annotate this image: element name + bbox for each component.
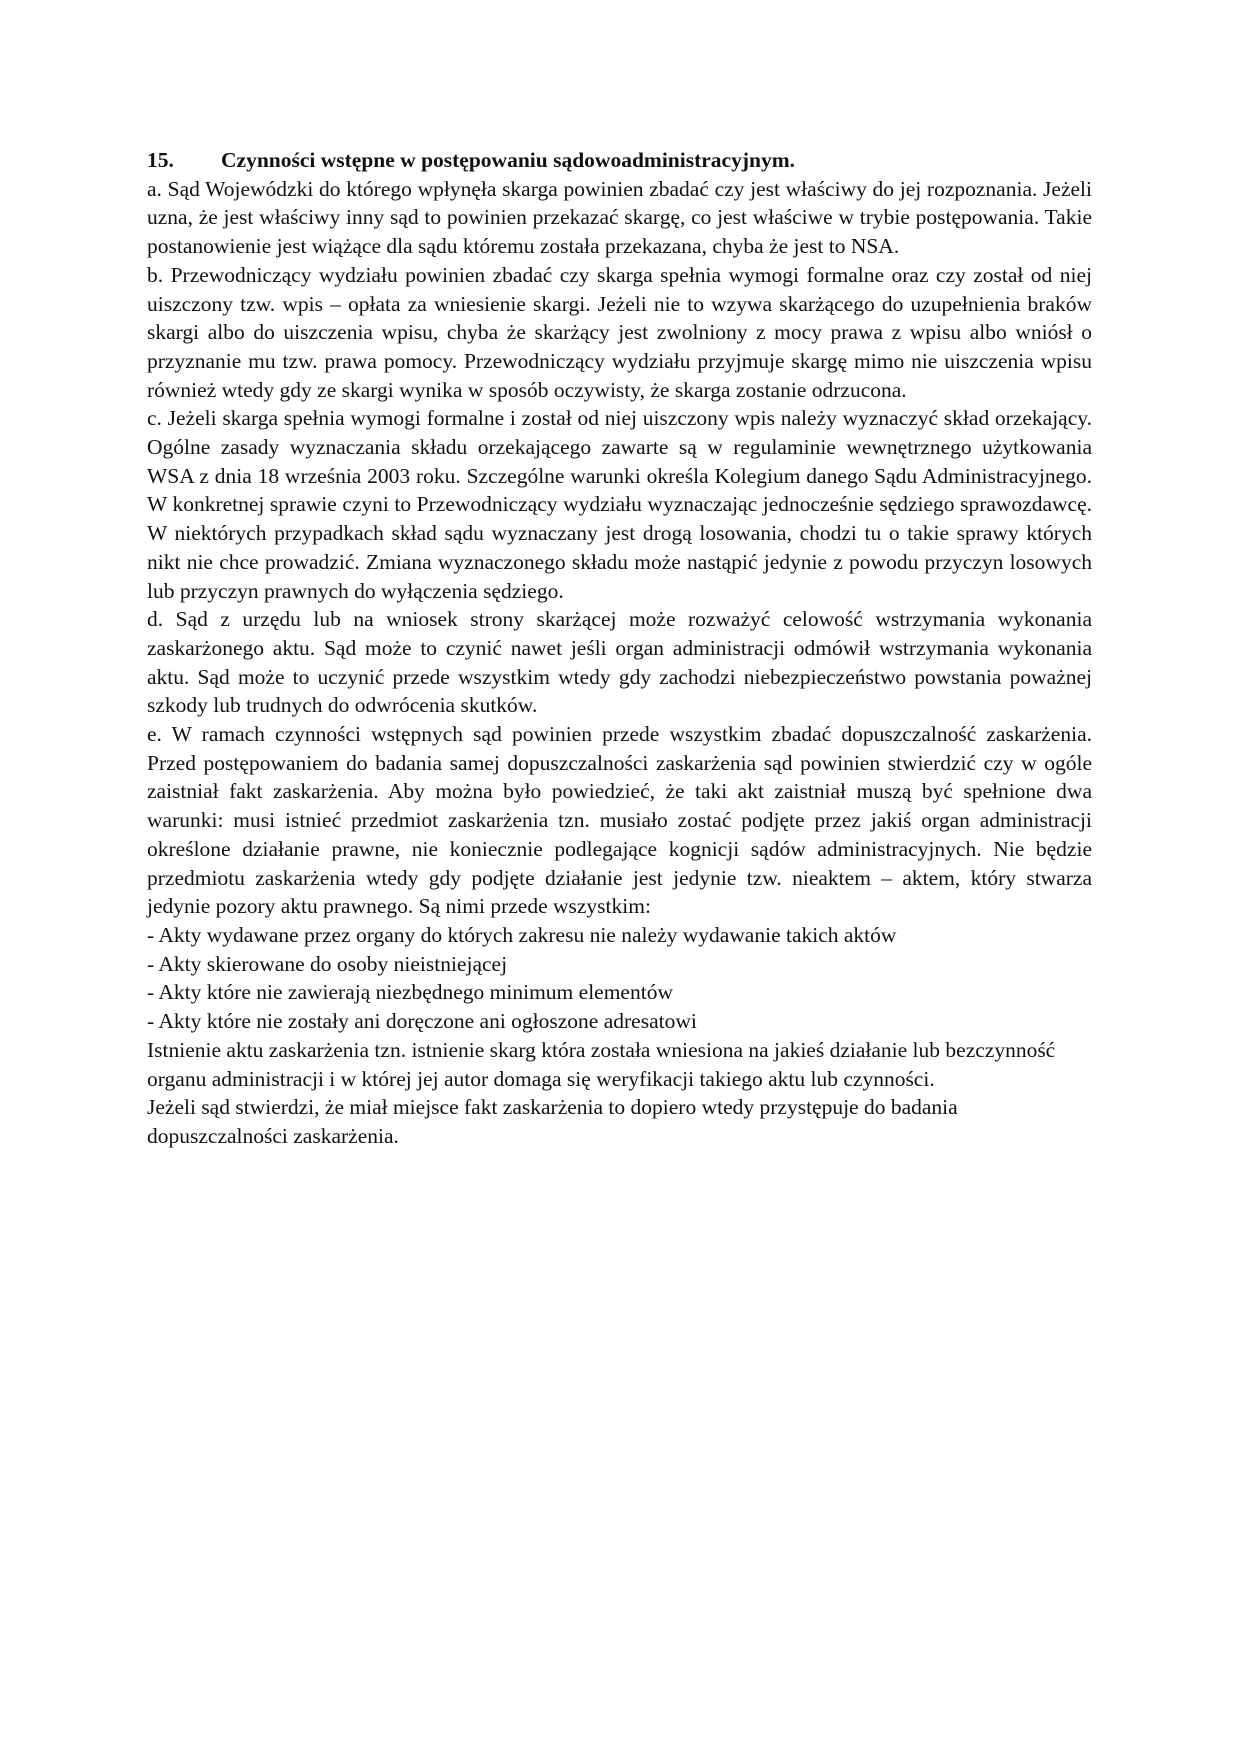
list-item: - Akty wydawane przez organy do których zakresu nie należy wydawanie takich aktów [147, 922, 897, 947]
list-item: - Akty które nie zawierają niezbędnego minimum elementów [147, 980, 673, 1005]
paragraph-c: c. Jeżeli skarga spełnia wymogi formalne i został od niej uiszczony wpis należy wyznaczyć skład orzekający. Ogólne zasady wyznaczania składu orzekającego zawarte są w regulaminie wewnętrznego użytkowania WSA z dnia 18 września 2003 roku. Szczególne warunki określa Kolegium danego Sądu Administracyjnego. W konkretnej sprawie czyni to Przewodniczący wydziału wyznaczając jednocześnie sędziego sprawozdawcę. W niektórych przypadkach skład sądu wyznaczany jest drogą losowania, chodzi tu o takie sprawy których nikt nie chce prowadzić. Zmiana wyznaczonego składu może nastąpić jedynie z powodu przyczyn losowych lub przyczyn prawnych do wyłączenia sędziego. [147, 406, 1092, 603]
section-heading [147, 146, 1092, 175]
section-title: Czynności wstępne w postępowaniu sądowoadministracyjnym. [221, 148, 795, 172]
paragraph-d: d. Sąd z urzędu lub na wniosek strony skarżącej może rozważyć celowość wstrzymania wykonania zaskarżonego aktu. Sąd może to czynić nawet jeśli organ administracji odmówił wstrzymania wykonania aktu. Sąd może to uczynić przede wszystkim wtedy gdy zachodzi niebezpieczeństwo powstania poważnej szkody lub trudnych do odwrócenia skutków. [147, 607, 1092, 718]
closing-paragraph-1: Istnienie aktu zaskarżenia tzn. istnienie skarg która została wniesiona na jakieś działanie lub bezczynność organu administracji i w której jej autor domaga się weryfikacji takiego aktu lub czynności. [147, 1037, 1056, 1091]
list-item: - Akty które nie zostały ani doręczone ani ogłoszone adresatowi [147, 1009, 697, 1034]
closing-paragraph-2: Jeżeli sąd stwierdzi, że miał miejsce fakt zaskarżenia to dopiero wtedy przystępuje do badania dopuszczalności zaskarżenia. [147, 1095, 958, 1148]
paragraph-e: e. W ramach czynności wstępnych sąd powinien przede wszystkim zbadać dopuszczalność zaskarżenia. Przed postępowaniem do badania samej dopuszczalności zaskarżenia sąd powinien stwierdzić czy w ogóle zaistniał fakt zaskarżenia. Aby można było powiedzieć, że taki akt zaistniał muszą być spełnione dwa warunki: musi istnieć przedmiot zaskarżenia tzn. musiało zostać podjęte przez jakiś organ administracji określone działanie prawne, nie koniecznie podlegające kognicji sądów administracyjnych. Nie będzie przedmiotu zaskarżenia wtedy gdy podjęte działanie jest jedynie tzw. nieaktem – aktem, który stwarza jedynie pozory aktu prawnego. Są nimi przede wszystkim: [147, 722, 1092, 919]
list-item: - Akty skierowane do osoby nieistniejącej [147, 951, 508, 976]
section-number: 15. [147, 148, 174, 172]
document-page [147, 146, 1092, 1151]
non-act-list [147, 921, 1092, 1036]
paragraph-b: b. Przewodniczący wydziału powinien zbadać czy skarga spełnia wymogi formalne oraz czy został od niej uiszczony tzw. wpis – opłata za wniesienie skargi. Jeżeli nie to wzywa skarżącego do uzupełnienia braków skargi albo do uiszczenia wpisu, chyba że skarżący jest zwolniony z mocy prawa z wpisu albo wniósł o przyznanie mu tzw. prawa pomocy. Przewodniczący wydziału przyjmuje skargę mimo nie uiszczenia wpisu również wtedy gdy ze skargi wynika w sposób oczywisty, że skarga zostanie odrzucona. [147, 262, 1092, 402]
paragraph-a: a. Sąd Wojewódzki do którego wpłynęła skarga powinien zbadać czy jest właściwy do jej rozpoznania. Jeżeli uzna, że jest właściwy inny sąd to powinien przekazać skargę, co jest właściwe w trybie postępowania. Takie postanowienie jest wiążące dla sądu któremu została przekazana, chyba że jest to NSA. [147, 176, 1092, 259]
